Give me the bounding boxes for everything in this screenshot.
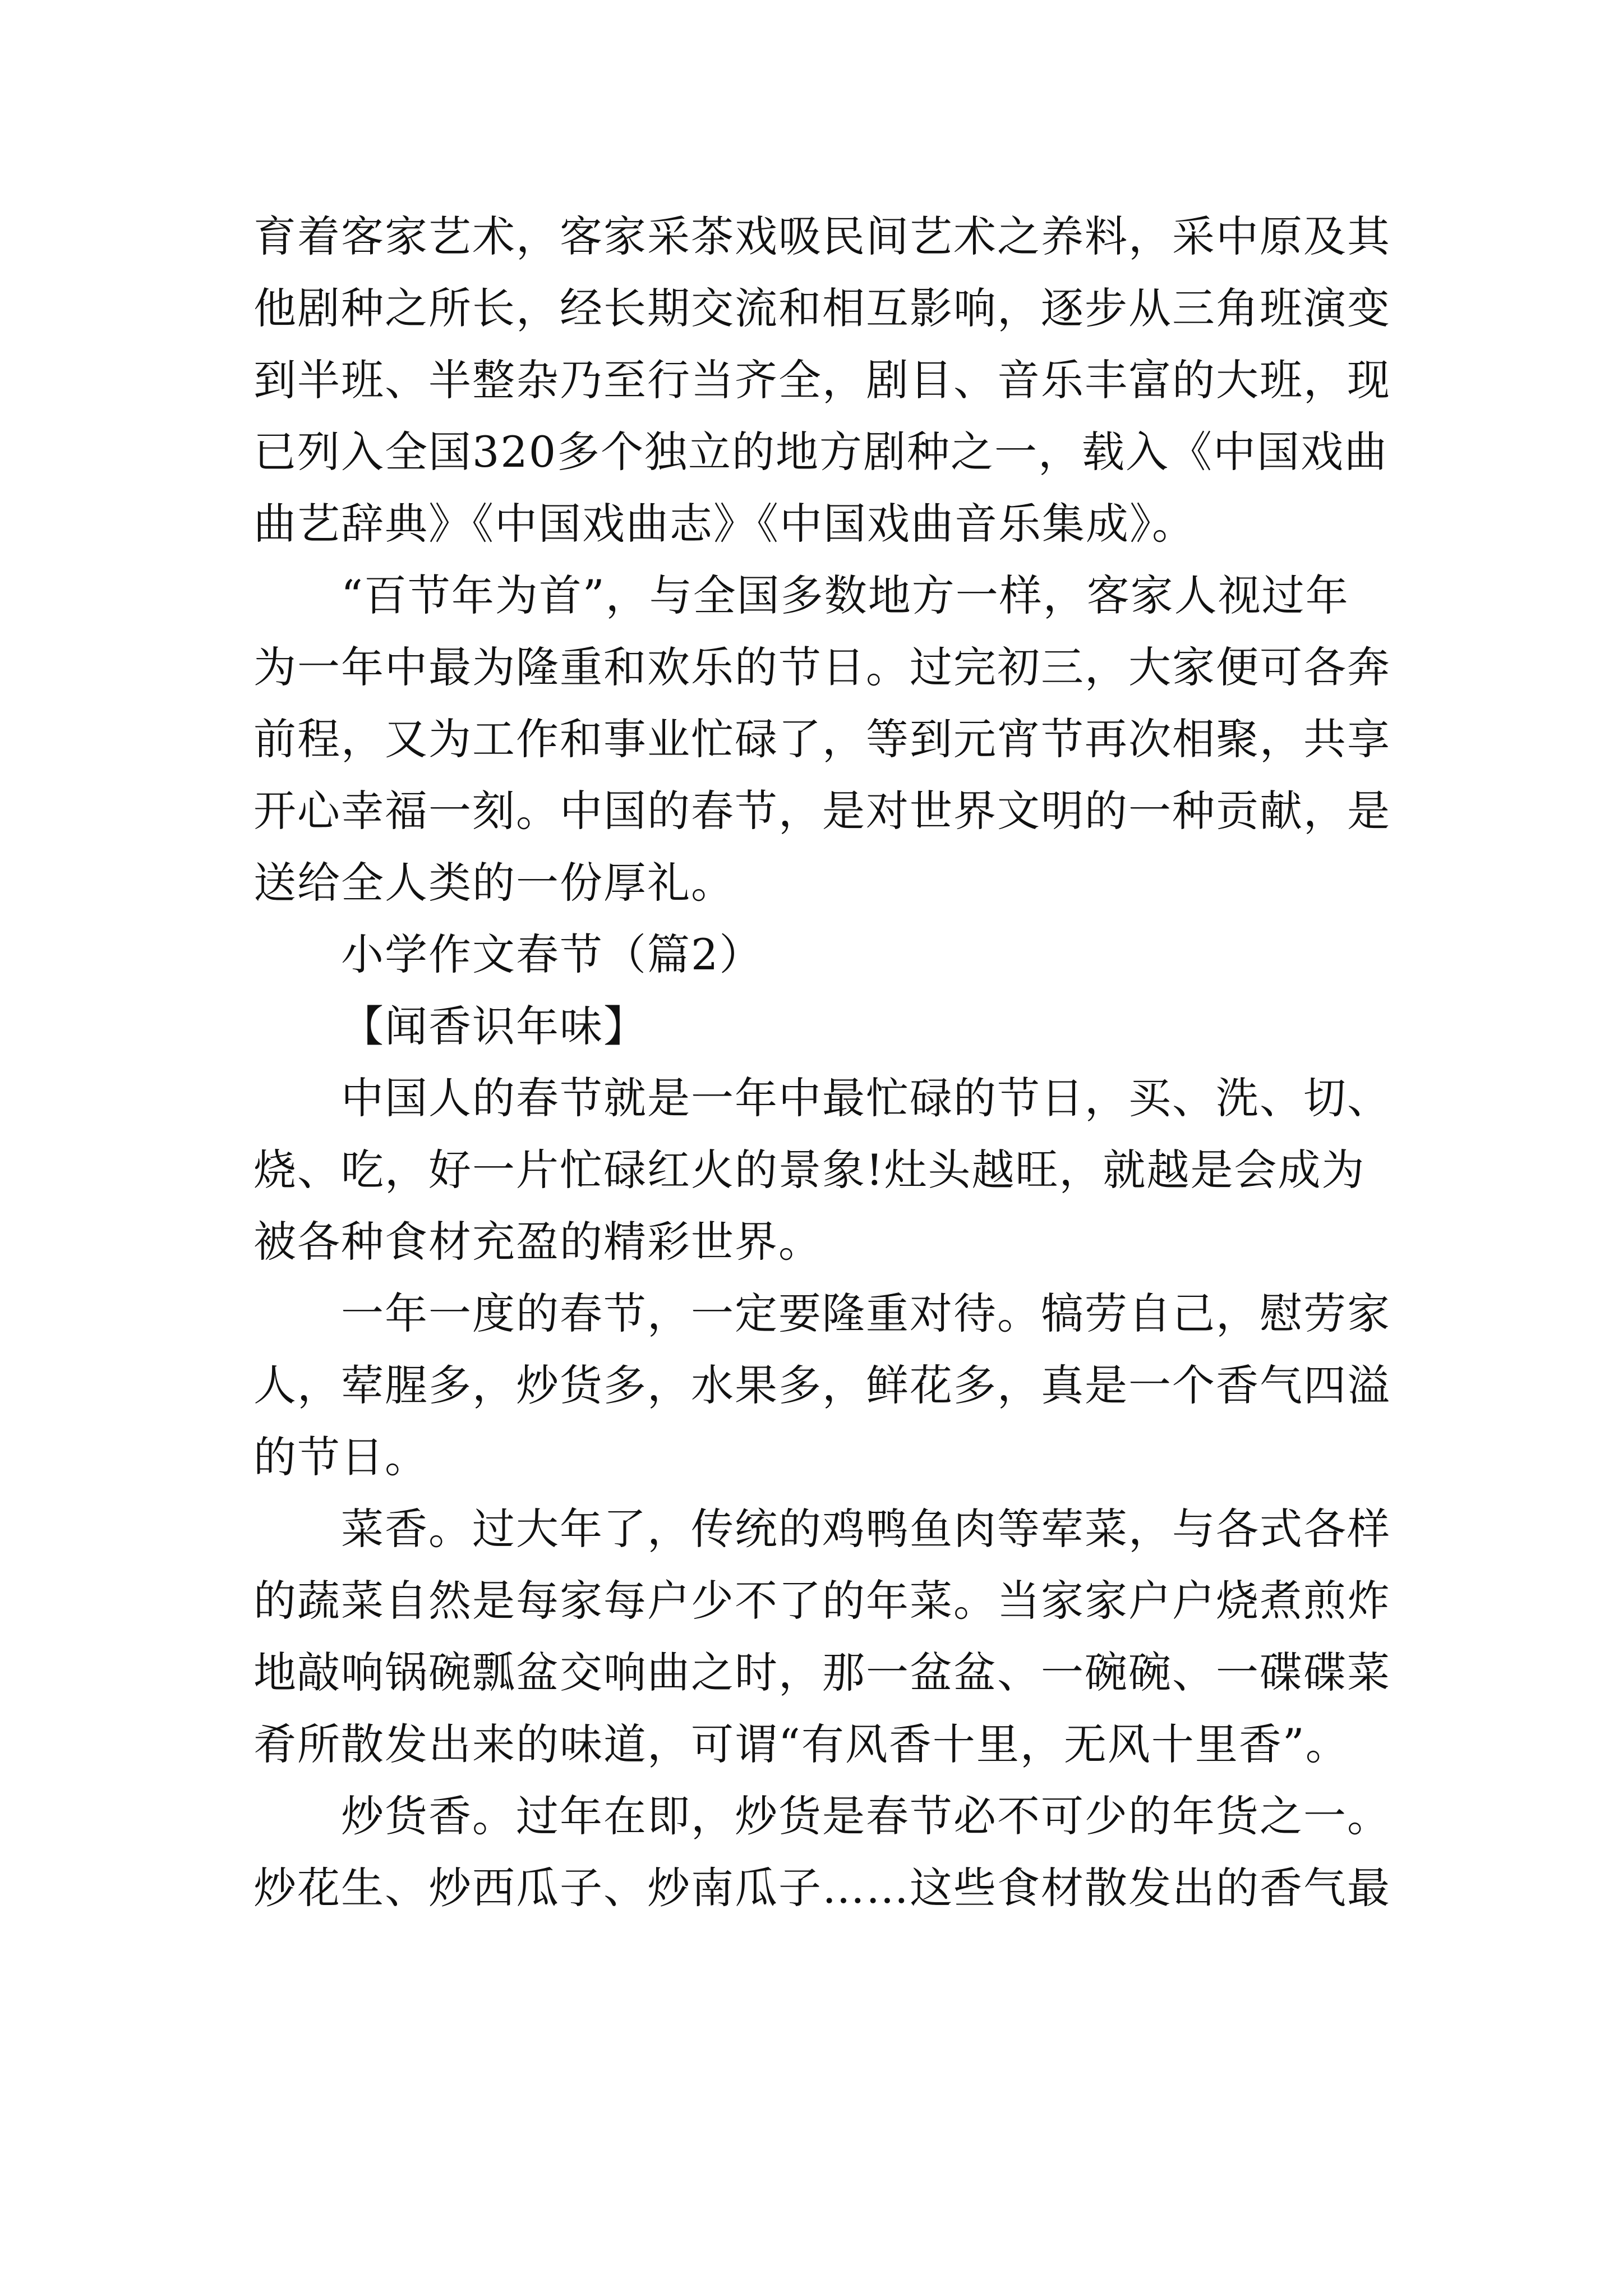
subsection-heading: 【闻香识年味】 [341, 1001, 647, 1051]
text-line: 为一年中最为隆重和欢乐的节日。过完初三，大家便可各奔 [253, 642, 1391, 692]
text-line: 送给全人类的一份厚礼。 [253, 858, 735, 908]
text-line: 炒花生、炒西瓜子、炒南瓜子……这些食材散发出的香气最 [253, 1863, 1391, 1913]
paragraph-start-line: 菜香。过大年了，传统的鸡鸭鱼肉等荤菜，与各式各样 [341, 1504, 1391, 1554]
text-line: 已列入全国320多个独立的地方剧种之一，载入《中国戏曲 [253, 427, 1389, 477]
text-line: 的节日。 [253, 1432, 428, 1482]
text-line: 育着客家艺术，客家采茶戏吸民间艺术之养料，采中原及其 [253, 211, 1391, 261]
text-line: 的蔬菜自然是每家每户少不了的年菜。当家家户户烧煮煎炸 [253, 1576, 1391, 1626]
paragraph-start-line: 一年一度的春节，一定要隆重对待。犒劳自己，慰劳家 [341, 1289, 1391, 1338]
text-line: 人，荤腥多，炒货多，水果多，鲜花多，真是一个香气四溢 [253, 1360, 1391, 1410]
text-line: 前程，又为工作和事业忙碌了，等到元宵节再次相聚，共享 [253, 714, 1391, 764]
text-line: 曲艺辞典》《中国戏曲志》《中国戏曲音乐集成》。 [253, 499, 1196, 549]
text-line: 被各种食材充盈的精彩世界。 [253, 1217, 822, 1267]
text-line: 他剧种之所长，经长期交流和相互影响，逐步从三角班演变 [253, 283, 1391, 333]
paragraph-start-line: 中国人的春节就是一年中最忙碌的节日，买、洗、切、 [341, 1073, 1391, 1123]
text-line: 肴所散发出来的味道，可谓“有风香十里，无风十里香”。 [253, 1719, 1349, 1769]
paragraph-start-line: “百节年为首”，与全国多数地方一样，客家人视过年 [341, 570, 1349, 620]
document-body [253, 201, 1391, 1924]
text-line: 烧、吃，好一片忙碌红火的景象!灶头越旺，就越是会成为 [253, 1145, 1366, 1195]
section-heading: 小学作文春节（篇2） [341, 930, 763, 979]
text-line: 到半班、半整杂乃至行当齐全，剧目、音乐丰富的大班，现 [253, 355, 1391, 405]
text-line: 开心幸福一刻。中国的春节，是对世界文明的一种贡献，是 [253, 786, 1391, 836]
text-line: 地敲响锅碗瓢盆交响曲之时，那一盆盆、一碗碗、一碟碟菜 [253, 1648, 1391, 1697]
paragraph-start-line: 炒货香。过年在即，炒货是春节必不可少的年货之一。 [341, 1791, 1391, 1841]
